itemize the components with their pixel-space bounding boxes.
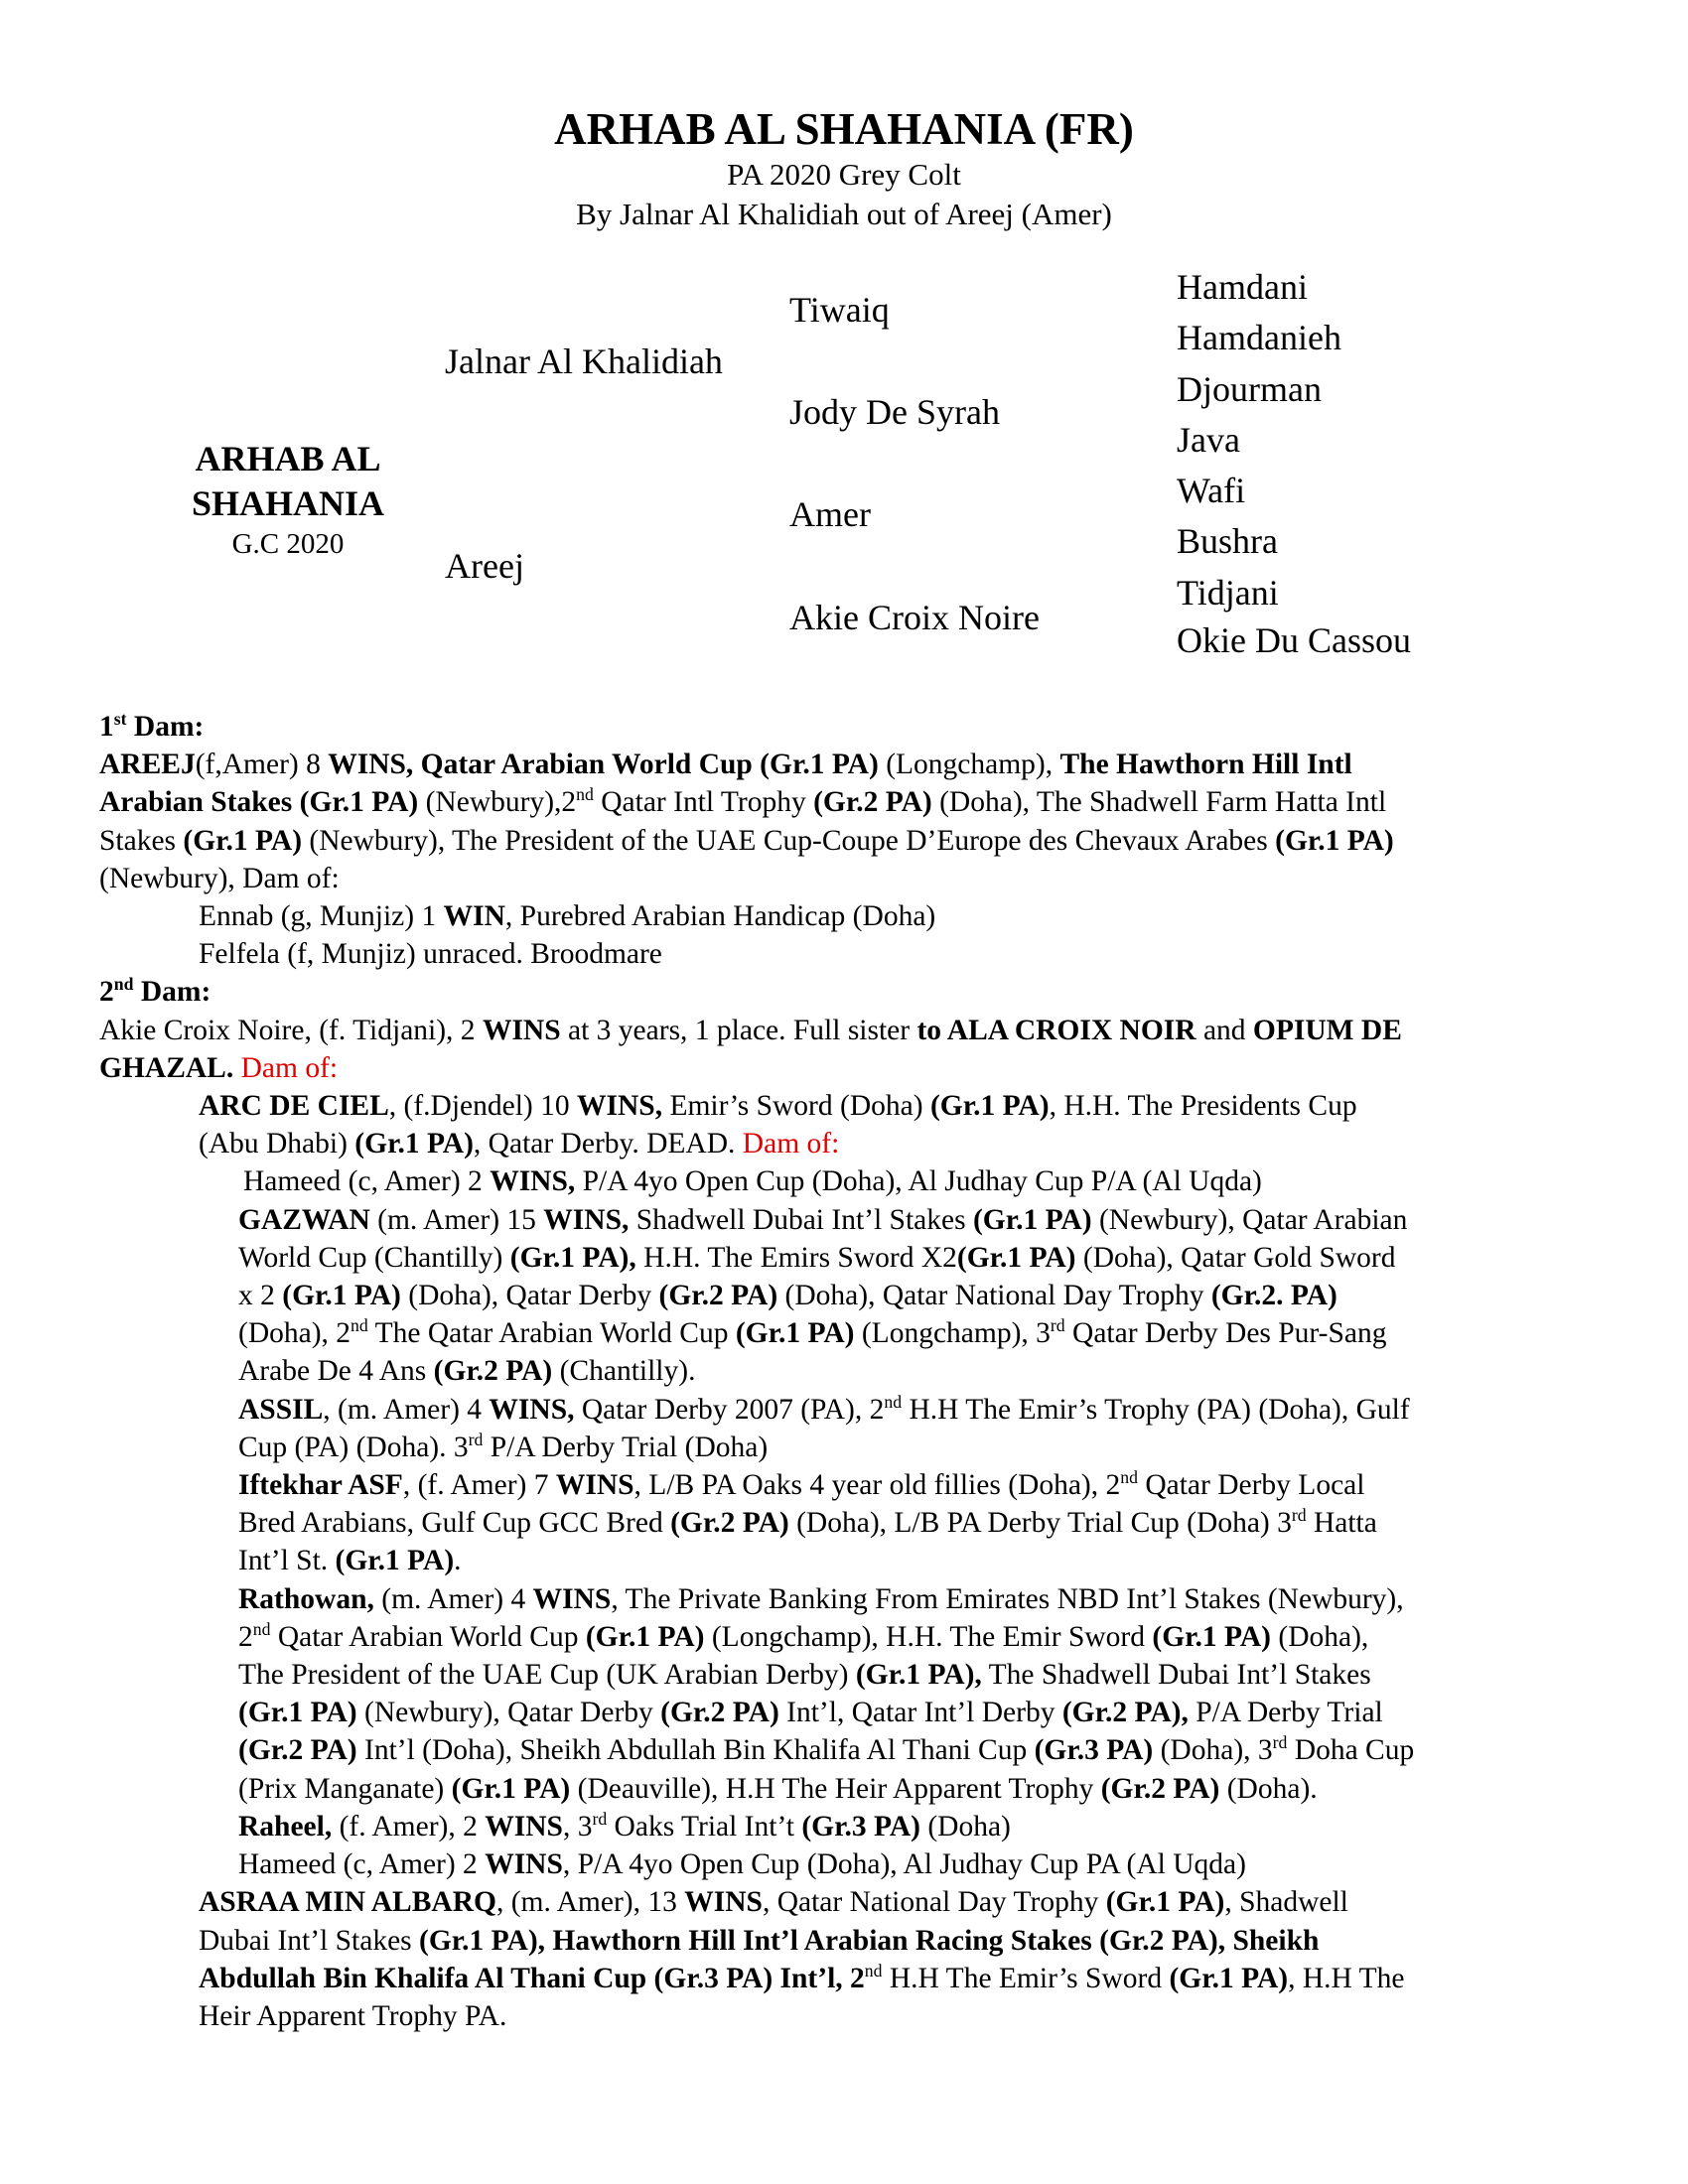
pedigree-g3: Tidjani [1177, 573, 1279, 613]
second-dam-heading: 2nd Dam: [99, 974, 211, 1009]
offspring-entry: ASRAA MIN ALBARQ, (m. Amer), 13 WINS, Qatar National Day Trophy (Gr.1 PA), Shadwell [199, 1886, 1348, 1919]
horse-name-line: ARHAB AL [195, 439, 381, 478]
offspring-entry: Int’l St. (Gr.1 PA). [238, 1545, 462, 1577]
offspring-entry: The President of the UAE Cup (UK Arabian Derby) (Gr.1 PA), The Shadwell Dubai Int’l Stakes [238, 1659, 1371, 1692]
pedigree-horse-name [159, 437, 417, 526]
offspring-entry: Raheel, (f. Amer), 2 WINS, 3rd Oaks Trial Int’t (Gr.3 PA) (Doha) [238, 1809, 1011, 1843]
offspring-entry: ASSIL, (m. Amer) 4 WINS, Qatar Derby 2007 (PA), 2nd H.H The Emir’s Trophy (PA) (Doha), Gulf [238, 1391, 1410, 1426]
offspring-entry: GAZWAN (m. Amer) 15 WINS, Shadwell Dubai Int’l Stakes (Gr.1 PA) (Newbury), Qatar Arabian [238, 1203, 1408, 1236]
pedigree-dam-dam: Akie Croix Noire [789, 598, 1040, 637]
offspring-entry: World Cup (Chantilly) (Gr.1 PA), H.H. The Emirs Sword X2(Gr.1 PA) (Doha), Qatar Gold Sword [238, 1241, 1396, 1274]
offspring-entry: Arabe De 4 Ans (Gr.2 PA) (Chantilly). [238, 1355, 696, 1388]
pedigree-dam: Areej [445, 546, 524, 586]
pedigree-sire: Jalnar Al Khalidiah [445, 341, 723, 381]
offspring-entry: x 2 (Gr.1 PA) (Doha), Qatar Derby (Gr.2 PA) (Doha), Qatar National Day Trophy (Gr.2. PA) [238, 1280, 1337, 1312]
offspring-entry: Dubai Int’l Stakes (Gr.1 PA), Hawthorn Hill Int’l Arabian Racing Stakes (Gr.2 PA), Sheikh [199, 1924, 1320, 1957]
pedigree-g3: Hamdanieh [1177, 318, 1341, 357]
first-dam-line: Stakes (Gr.1 PA) (Newbury), The President of the UAE Cup-Coupe D’Europe des Chevaux Arabes (Gr.1 PA) [99, 824, 1394, 857]
pedigree-g3: Bushra [1177, 521, 1278, 561]
pedigree-sire-dam: Jody De Syrah [789, 392, 1000, 432]
offspring-entry: Felfela (f, Munjiz) unraced. Broodmare [199, 938, 662, 971]
offspring-entry: ARC DE CIEL, (f.Djendel) 10 WINS, Emir’s Sword (Doha) (Gr.1 PA), H.H. The Presidents Cup [199, 1090, 1357, 1123]
first-dam-line: Arabian Stakes (Gr.1 PA) (Newbury),2nd Qatar Intl Trophy (Gr.2 PA) (Doha), The Shadwell Farm Hatta Intl [99, 784, 1387, 819]
page-title: ARHAB AL SHAHANIA (FR) [554, 104, 1134, 154]
offspring-entry: Abdullah Bin Khalifa Al Thani Cup (Gr.3 PA) Int’l, 2nd H.H The Emir’s Sword (Gr.1 PA), H.H The [199, 1960, 1405, 1994]
horse-name-line: SHAHANIA [191, 483, 385, 523]
second-dam-line: GHAZAL. Dam of: [99, 1051, 339, 1084]
offspring-entry: (Prix Manganate) (Gr.1 PA) (Deauville), H.H The Heir Apparent Trophy (Gr.2 PA) (Doha). [238, 1772, 1318, 1805]
offspring-entry: (Gr.2 PA) Int’l (Doha), Sheikh Abdullah Bin Khalifa Al Thani Cup (Gr.3 PA) (Doha), 3rd Doha Cup [238, 1732, 1415, 1767]
first-dam-heading: 1st Dam: [99, 709, 205, 743]
pedigree-dam-sire: Amer [789, 494, 871, 534]
first-dam-line: (Newbury), Dam of: [99, 862, 340, 894]
offspring-entry: Iftekhar ASF, (f. Amer) 7 WINS, L/B PA Oaks 4 year old fillies (Doha), 2nd Qatar Derby Local [238, 1467, 1365, 1502]
first-dam-line: AREEJ(f,Amer) 8 WINS, Qatar Arabian World Cup (Gr.1 PA) (Longchamp), The Hawthorn Hill Intl [99, 749, 1352, 781]
offspring-entry: Ennab (g, Munjiz) 1 WIN, Purebred Arabian Handicap (Doha) [199, 900, 936, 933]
offspring-entry: Hameed (c, Amer) 2 WINS, P/A 4yo Open Cup (Doha), Al Judhay Cup P/A (Al Uqda) [243, 1165, 1262, 1198]
pedigree-g3: Hamdani [1177, 267, 1308, 307]
offspring-entry: 2nd Qatar Arabian World Cup (Gr.1 PA) (Longchamp), H.H. The Emir Sword (Gr.1 PA) (Doha), [238, 1619, 1369, 1653]
offspring-entry: Hameed (c, Amer) 2 WINS, P/A 4yo Open Cup (Doha), Al Judhay Cup PA (Al Uqda) [238, 1848, 1246, 1881]
pedigree-g3: Wafi [1177, 471, 1246, 510]
pedigree-horse-sub: G.C 2020 [231, 528, 345, 560]
offspring-entry: Heir Apparent Trophy PA. [199, 1999, 507, 2032]
pedigree-g3: Okie Du Cassou [1177, 620, 1411, 660]
second-dam-line: Akie Croix Noire, (f. Tidjani), 2 WINS at 3 years, 1 place. Full sister to ALA CROIX NOIR and OPIUM DE [99, 1014, 1402, 1046]
pedigree-sire-sire: Tiwaiq [789, 290, 890, 330]
sire-dam-line: By Jalnar Al Khalidiah out of Areej (Amer) [576, 197, 1112, 231]
offspring-entry: (Doha), 2nd The Qatar Arabian World Cup (Gr.1 PA) (Longchamp), 3rd Qatar Derby Des Pur-Sang [238, 1315, 1387, 1350]
offspring-entry: (Abu Dhabi) (Gr.1 PA), Qatar Derby. DEAD. Dam of: [199, 1128, 840, 1160]
race-record [99, 708, 1599, 2035]
page-subtitle: PA 2020 Grey Colt [727, 157, 961, 192]
offspring-entry: Rathowan, (m. Amer) 4 WINS, The Private Banking From Emirates NBD Int’l Stakes (Newbury), [238, 1582, 1404, 1615]
offspring-entry: (Gr.1 PA) (Newbury), Qatar Derby (Gr.2 PA) Int’l, Qatar Int’l Derby (Gr.2 PA), P/A Derby Trial [238, 1697, 1383, 1729]
pedigree-g3: Djourman [1177, 369, 1322, 409]
offspring-entry: Cup (PA) (Doha). 3rd P/A Derby Trial (Doha) [238, 1430, 769, 1463]
offspring-entry: Bred Arabians, Gulf Cup GCC Bred (Gr.2 PA) (Doha), L/B PA Derby Trial Cup (Doha) 3rd Hatta [238, 1505, 1377, 1540]
pedigree-g3: Java [1177, 420, 1240, 460]
